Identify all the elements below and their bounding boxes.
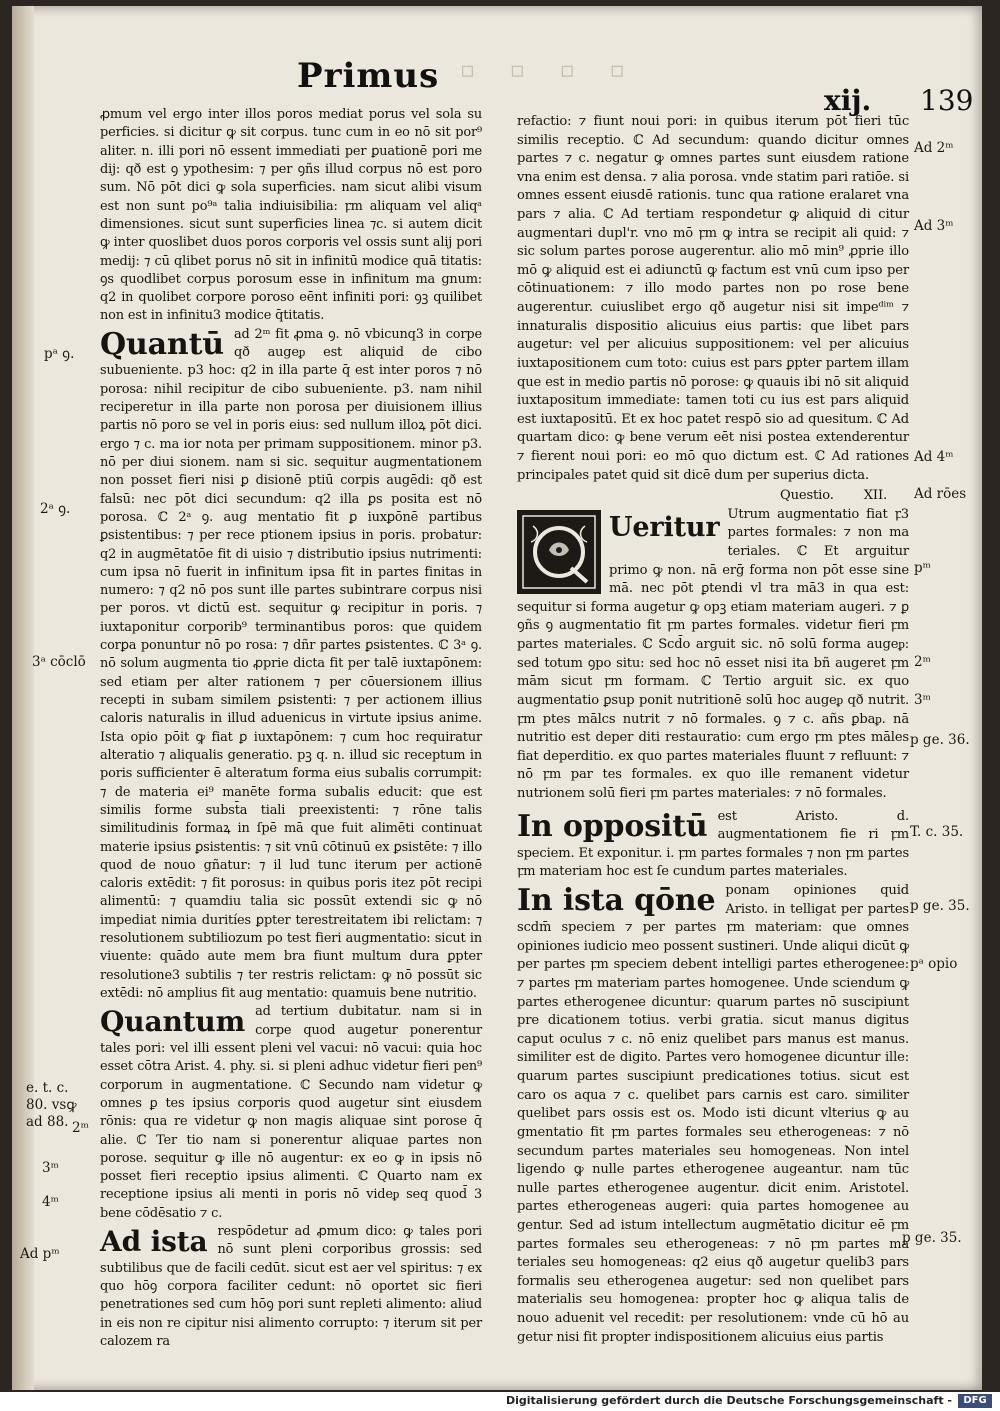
margin-note-left: e. t. c. 80. vsꝙ ad 88. xyxy=(26,1080,77,1130)
paragraph-lead-word: In oppositū xyxy=(517,808,708,844)
paragraph xyxy=(100,1003,482,1223)
margin-note-left: 4ᵐ xyxy=(42,1194,59,1210)
question-label: Questio. xyxy=(780,488,834,504)
footer-bar xyxy=(0,1392,1000,1411)
dfg-logo: DFG xyxy=(958,1394,992,1408)
margin-note-right: pᵐ xyxy=(914,560,931,576)
paragraph-lead-word: Quantū xyxy=(100,326,224,362)
page-gutter xyxy=(12,6,34,1390)
paragraph-text: ponam opiniones quid Aristo. in telligat per partes scdm̄ speciem ⁊ per partes ꝼm materiam: que omnes opiniones iudicio meo possent sustineri. Unde aliqui dicūt ꝙ per partes ꝼm speciem debent intelligi partes etherogenee: ⁊ partes ꝼm materiam partes homogenee. Unde sciendum ꝙ partes etherogenee dicuntur: quarum partes nō suscipiunt pre dicationem totius. verbi gratia. sicut manus digitus caput oculus ⁊ c. nō eniz quelibet pars manus est manus. similiter est de digito. Partes vero homogenee dicuntur ille: quarum partes suscipiunt predicationes totius. sicut est caro os aqua ⁊ c. quelibet pars carnis est caro. similiter quelibet pars ossis est os. Modo isti dicunt vlterius ꝙ au gmentatio fit ꝼm partes formales seu etherogeneas: ⁊ nō secundum partes materiales seu homogeneas. Non intel ligendo ꝙ nulle partes etherogenee augeantur. nam tūc nulle partes etherogenee augentur. dicit enim. Aristotel. partes etherogeneas augeri: quia partes homogenee au gentur. Sed ad istum intellectum augmētatio dicitur eē ꝼm partes formales seu etherogeneas: ⁊ nō ꝼm partes ma teriales seu homogeneas: q2 eius qð augetur quelib3 pars formalis seu etherogenea augetur: sed non quelibet pars materialis seu homogenea: propter hoc ꝙ aliqua talis de nouo aduenit vel recedit: per resolutionem: vnde cū hō au getur nisi fit propter indispositionem alicuius eius partis xyxy=(517,882,909,1345)
margin-note-left: 2ᵃ ꝯ. xyxy=(40,501,71,517)
margin-note-left: 3ᵐ xyxy=(42,1160,59,1176)
paragraph-text: ad 2ᵐ fit ꝓma ꝯ. nō vbicunq3 in corpe qð augeᵱ est aliquid de cibo subueniente. p3 hoc: q2 in illa parte q̄ est inter poros ⁊ nō porosa: nihil recipitur de cibo subueniente. p3. nam nihil reciperetur in illa parte non porosa per diuisionem illius partis nō poro se vel in poris eius: sed nullum illoꝝ pōt dici. ergo ⁊ c. ma ior nota per primam suppositionem. minor p3. nō per diui sionem. nam si sic. sequitur augmentationem non posset fieri nisi ꝑ disionē ptiū corpis augēdi: qð est falsū: nec pōt dici secundum: q2 illa ꝑs posita est nō porosa. ℂ 2ᵃ ꝯ. aug mentatio fit ꝑ iuxꝑōnē partibus ꝑsistentibus: ⁊ per rece ptionem ipsius in poris. probatur: q2 in augmētatōe fit di uisio ⁊ distributio ipsius nutrimenti: cum ipsa nō fuerit in infinitum ipsa fit in partes finitas in numero: ⁊ q2 nō pos sunt ille partes subintrare corpus nisi per poros. vt dictū est. sequitur ꝙ recipitur in poris. ⁊ iuxtaponitur corporib⁹ terminantibus poros: que quidem corꝑa ponuntur nō po rosa: ⁊ dñr partes ꝑsistentes. ℂ 3ᵃ ꝯ. nō solum augmenta tio ꝓprie dicta fit per talē iuxtapōnem: sed etiam per alter rationem ⁊ per cōuersionem illius recepti in subam similem ꝑsistenti: ⁊ per actionem illius caloris naturalis in illud aduenicus in virtute ipsius anime. Ista opio pōit ꝙ fiat ꝑ iuxtapōnem: ⁊ cum hoc requiratur alteratio ⁊ aliqualis generatio. pꝫ q. n. illud sic receptum in poris sufficienter ē alteratum forma eius subalis corrumpit: ⁊ de materia ei⁹ manēte forma subalis educit: que est similis forme subst̄a tiali preexistenti: ⁊ rōne talis similitudinis formaꝝ in ſpē mā que fuit alimēti continuat materie ipsius ꝑsistentis: ⁊ sit vnū cōtinuū ex ꝑsistēte: ⁊ illo quod de nouo gñatur: ⁊ il lud tunc iterum per actionē caloris extēdit: ⁊ fit porosus: in quibus poris itez pōt recipi alimentū: ⁊ quamdiu talia sic possūt extendi sic ꝙ nō impediat nimia duritíes ꝑpter terestreitatem ibi relictam: ⁊ resolutionem subtiliozum po test fieri augmentatio: sicut in viuente: quādo aute mem bra fiunt multum dura ꝑpter resolutione3 subtilis ⁊ ter restris relictam: ꝙ nō possūt sic extēdi: nō amplius fit aug mentatio: quamuis bene nutritio. xyxy=(100,326,482,1001)
margin-note-left: Ad pᵐ xyxy=(20,1246,60,1262)
margin-note-right: 2ᵐ xyxy=(914,654,931,670)
paragraph-lead-word: In ista qōne xyxy=(517,882,716,918)
paragraph-lead-word: Quantum xyxy=(100,1005,246,1039)
question-heading xyxy=(517,487,909,506)
margin-note-right: pᵃ opio xyxy=(910,956,958,972)
margin-note-left: 2ᵐ xyxy=(72,1120,89,1136)
paragraph-text: ad tertium dubitatur. nam si in corpe quod augetur ponerentur tales pori: vel illi essent pleni vel vacui: nō vacui: quia hoc esset cōtra Arist. 4. phy. si. si pleni adhuc videtur fieri pen⁹ corporum in augmentatione. ℂ Secundo nam videtur ꝙ omnes ꝑ tes ipsius corporis quod augetur sint eiusdem rōnis: qua re videtur ꝙ non magis aliquae sint porose q̄ alie. ℂ Ter tio nam si ponerentur aliquae partes non porose. sequitur ꝙ ille nō augentur: ex eo ꝙ in ipsis nō posset fieri receptio ipsius alimenti. ℂ Quarto nam ex receptione ipsius ali menti in poris nō videᵱ seq quod̄ 3 bene cōdēsatio ⁊ c. xyxy=(100,1004,482,1221)
funding-credit: Digitalisierung gefördert durch die Deutsche Forschungsgemeinschaft - xyxy=(505,1394,952,1407)
margin-note-right: T. c. 35. xyxy=(910,824,964,840)
margin-note-right: p ge. 35. xyxy=(910,898,970,914)
margin-note-right: Ad 3ᵐ xyxy=(914,218,954,234)
margin-note-right: 3ᵐ xyxy=(914,692,931,708)
paragraph xyxy=(517,882,909,1347)
show-through-text: ▫ ▫ ▫ ▫ xyxy=(460,58,639,83)
running-title: Primus xyxy=(297,56,440,96)
margin-note-left: 3ᵃ cōclō xyxy=(32,654,86,670)
right-column xyxy=(517,113,909,1347)
paragraph-text: respōdetur ad ꝓmum dico: ꝙ tales pori nō sunt pleni corporibus grossis: sed subtilibus que de facili cedūt. sicut est aer vel spiritus: ⁊ ex quo hōꝯ corpora faciliter cedunt: nō oportet sic fieri penetrationes sed cum hōꝯ pori sunt repleti alimento: aliud in eis non re cipitur nisi alimento corrupto: ⁊ iterum sit per calozem ra xyxy=(100,1224,482,1349)
book-page xyxy=(12,6,982,1390)
left-column xyxy=(100,106,482,1351)
paragraph-text: est Aristo. d. augmentationem fie ri ꝼm speciem. Et exponitur. i. ꝼm partes formales ⁊ non ꝼm partes ꝼm materiam hoc est ſe cundum partes materiales. xyxy=(517,808,910,880)
margin-note-right: p ge. 35. xyxy=(902,1230,962,1246)
paragraph: refactio: ⁊ fiunt noui pori: in quibus iterum pōt fieri tūc similis receptio. ℂ Ad secundum: quando dicitur omnes partes ⁊ c. negatur ꝙ omnes partes sunt eiusdem ratione vna enim est densa. ⁊ alia porosa. vnde statim pari ratiōe. si omnes essent eiusdē rationis. tunc qua ratione eralaret vna pars ⁊ alia. ℂ Ad tertiam respondetur ꝙ aliquid di citur augmentari dupl'r. vno mō ꝼm ꝙ intra se recipit ali quid: ⁊ sic solum partes porose augerentur. alio mō min⁹ ꝓprie illo mō ꝙ aliquid est ei adiunctū ꝙ factum est vnū cum ipso per cōtinuationem: ⁊ illo modo partes non po rose bene augerentur. cuiuslibet ergo qð augetur nisi sit impeᵈⁱᵐ ⁊ innaturalis dispositio alicuius eius partis: que libet pars augetur: vel per alicuius suppositionem: vel per alicuius iuxtapositionem cum toto: cuius est pars ꝑpter partem illam que est in medio partis nō porose: ꝙ quauis ibi nō sit aliquid iuxtapositum immediate: tamen toti cu ius est pars aliquid est iuxtapositū. Et ex hoc patet respō sio ad quesitum. ℂ Ad quartam dico: ꝙ bene verum eēt nisi postea extenderentur ⁊ fierent noui pori: eo mō quo dictum est. ℂ Ad rationes principales patet quid sit dicē dum per superius dicta. xyxy=(517,114,909,483)
paragraph: ꝓmum vel ergo inter illos poros mediat porus vel sola su perficies. si dicitur ꝙ sit corpus. tunc cum in eo nō sit por⁹ aliter. n. illi pori nō essent immediati per ꝑuationē pori me dij: qð est ꝯ ypothesim: ⁊ per ꝯñs illud corpus nō est poro sum. Nō pōt dici ꝙ sola superficies. nam sicut alibi visum est non sunt po⁹ᵃ talia indiuisibilia: ꝼm aliquam vel aliqᵃ dimensiones. sicut sunt superficies linea ⁊c. si autem dicit ꝙ inter quoslibet duos poros corporis vel ossis sunt alij pori medij: ⁊ cū qlibet porus nō sit in infinitū modice quā titatis: ꝯs quodlibet corpus porosum esse in infinitum ma gnum: q2 in quolibet corpore poroso eēnt infiniti pori: ꝯꝫ quilibet non est in infinitu3 modice q̄titatis. xyxy=(100,107,482,324)
paragraph xyxy=(100,1223,482,1351)
decorated-initial-q-icon xyxy=(517,510,601,594)
margin-note-right: Ad rōes xyxy=(914,486,967,502)
margin-note-right: p ge. 36. xyxy=(910,732,970,748)
paragraph-lead-word: Ad ista xyxy=(100,1225,208,1259)
paragraph xyxy=(517,506,909,804)
margin-note-right: Ad 4ᵐ xyxy=(914,449,954,465)
margin-note-left: pᵃ ꝯ. xyxy=(44,346,75,362)
question-number: XII. xyxy=(863,488,887,504)
paragraph xyxy=(100,326,482,1004)
leaf-number: xij. xyxy=(824,84,872,117)
paragraph xyxy=(517,808,909,882)
margin-note-right: Ad 2ᵐ xyxy=(914,140,954,156)
folio-number: 139 xyxy=(920,84,974,117)
question-initial-word: Ueritur xyxy=(609,511,720,543)
paragraph-text: Utrum augmentatio fiat ꝼ3 partes formales: ⁊ non ma teriales. ℂ Et arguitur primo ꝙ non. nā erḡ forma non pōt esse sine mā. nec pōt ꝑtendi vl tra mā3 in qua est: sequitur si forma augetur ꝙ opꝫ etiam materiam augeri. ⁊ ꝑ ꝯñs ꝯ augmentatio fit ꝼm partes formales. videtur fieri ꝼm partes materiales. ℂ Scd̄o arguit sic. nō solū forma augeᵱ: sed totum ꝯpo situ: sed hoc nō esset nisi ita bñ augeret ꝼm mām sicut ꝼm formam. ℂ Tertio arguit sic. ex quo augmentatio ꝑsup ponit nutritionē solū hoc augeᵱ qð nutrit. ꝼm ptes mālcs nutrit ⁊ nō formales. ꝯ ⁊ c. añs ꝑbaᵱ. nā nutritio est deper diti restauratio: cum ergo ꝼm ptes māles fiat deperditio. ex quo partes materiales fluunt ⁊ refluunt: ⁊ nō ꝼm par tes formales. ex quo ille remanent videtur nutrionem solū fieri ꝼm partes materiales: ⁊ nō formales. xyxy=(517,506,909,801)
